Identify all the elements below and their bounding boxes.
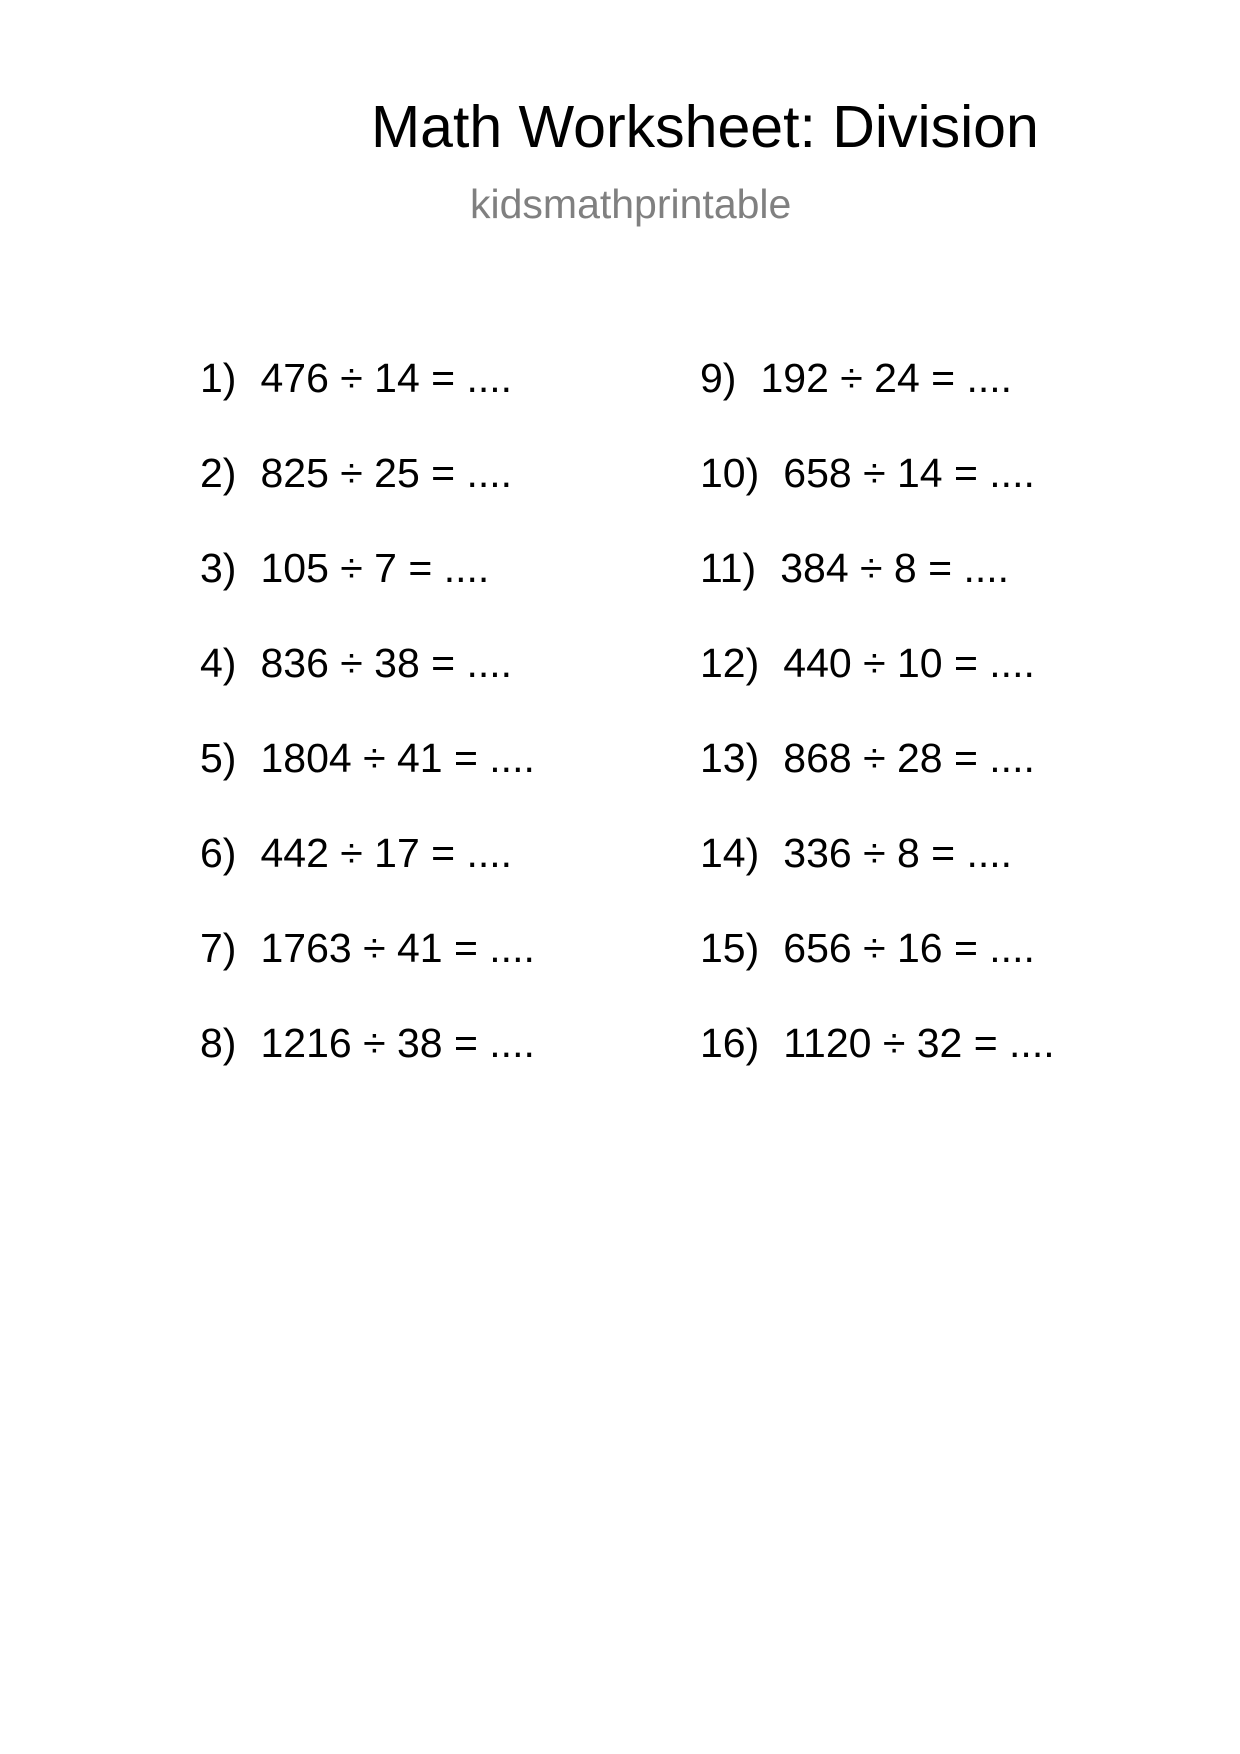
problem-item [200, 354, 660, 449]
problem-number: 4) [200, 640, 237, 686]
problem-item [700, 829, 1160, 924]
problem-item [200, 829, 660, 924]
problem-item [700, 924, 1160, 1019]
problem-item [200, 544, 660, 639]
problem-expression: 1763 ÷ 41 = .... [260, 925, 535, 971]
problem-column-right [700, 354, 1160, 1114]
problem-number: 7) [200, 925, 237, 971]
problem-number: 2) [200, 450, 237, 496]
problem-item [700, 1019, 1160, 1114]
problem-number: 3) [200, 545, 237, 591]
problem-item [700, 544, 1160, 639]
problem-item [200, 449, 660, 544]
problem-expression: 1120 ÷ 32 = .... [783, 1020, 1055, 1066]
problem-item [700, 449, 1160, 544]
problem-number: 9) [700, 355, 737, 401]
problem-item [700, 734, 1160, 829]
problem-expression: 336 ÷ 8 = .... [783, 830, 1013, 876]
problem-number: 8) [200, 1020, 237, 1066]
problem-item [200, 734, 660, 829]
problem-expression: 658 ÷ 14 = .... [783, 450, 1035, 496]
problem-expression: 105 ÷ 7 = .... [260, 545, 490, 591]
problem-item [700, 639, 1160, 734]
page-subtitle: kidsmathprintable [470, 181, 792, 227]
problem-expression: 825 ÷ 25 = .... [260, 450, 513, 496]
problem-number: 5) [200, 735, 237, 781]
problem-expression: 384 ÷ 8 = .... [780, 545, 1010, 591]
problem-item [200, 924, 660, 1019]
problem-number: 1) [200, 355, 237, 401]
problem-expression: 440 ÷ 10 = .... [783, 640, 1035, 686]
problem-number: 11) [700, 545, 757, 591]
problem-expression: 476 ÷ 14 = .... [260, 355, 513, 401]
problem-number: 15) [700, 925, 760, 971]
problem-number: 14) [700, 830, 760, 876]
problem-expression: 868 ÷ 28 = .... [783, 735, 1035, 781]
problem-number: 12) [700, 640, 760, 686]
problem-item [700, 354, 1160, 449]
page-title: Math Worksheet: Division [371, 94, 1039, 160]
problem-number: 10) [700, 450, 760, 496]
problem-expression: 656 ÷ 16 = .... [783, 925, 1035, 971]
problem-expression: 836 ÷ 38 = .... [260, 640, 513, 686]
problem-number: 13) [700, 735, 760, 781]
problem-expression: 1804 ÷ 41 = .... [260, 735, 535, 781]
problem-expression: 1216 ÷ 38 = .... [260, 1020, 535, 1066]
problem-item [200, 639, 660, 734]
problem-number: 16) [700, 1020, 760, 1066]
problem-expression: 192 ÷ 24 = .... [760, 355, 1013, 401]
problem-column-left [200, 354, 660, 1114]
problem-expression: 442 ÷ 17 = .... [260, 830, 513, 876]
problem-item [200, 1019, 660, 1114]
problem-number: 6) [200, 830, 237, 876]
